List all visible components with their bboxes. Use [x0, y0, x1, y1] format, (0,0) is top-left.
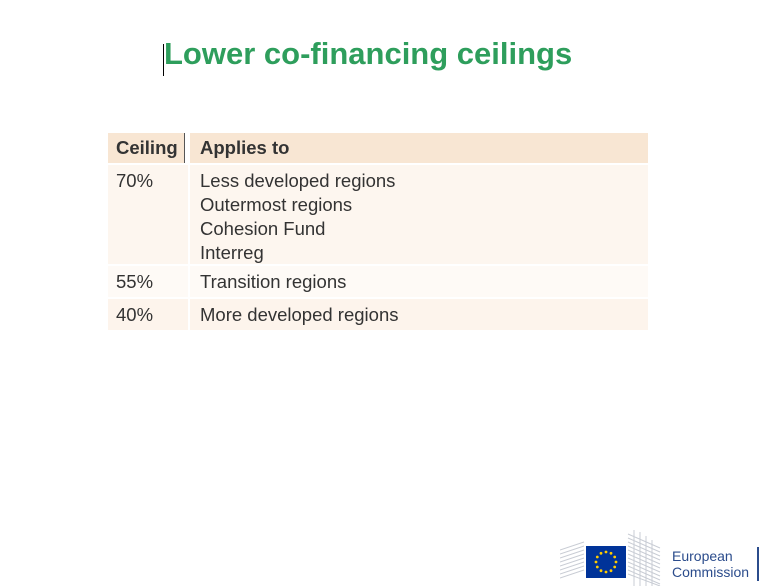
applies-to-list	[190, 165, 648, 264]
slide-title: Lower co-financing ceilings	[164, 36, 573, 71]
table-row	[108, 165, 648, 264]
list-item: More developed regions	[200, 304, 399, 325]
ceiling-value: 70%	[108, 165, 190, 264]
ceiling-value: 40%	[108, 299, 190, 330]
ceilings-table	[108, 133, 648, 332]
list-item: Transition regions	[200, 271, 347, 292]
table-row	[108, 299, 648, 330]
header-applies-to: Applies to	[190, 133, 648, 163]
applies-to-list	[190, 299, 648, 330]
european-commission-wordmark	[672, 548, 749, 580]
table-row	[108, 266, 648, 297]
wordmark-divider	[757, 547, 759, 581]
list-item: Interreg	[200, 242, 264, 263]
wordmark-line-2: Commission	[672, 564, 750, 580]
table-header-row	[108, 133, 648, 163]
header-ceiling: Ceiling	[108, 133, 185, 163]
applies-to-list	[190, 266, 648, 297]
list-item: Less developed regions	[200, 170, 396, 191]
ceiling-value: 55%	[108, 266, 190, 297]
list-item: Cohesion Fund	[200, 218, 326, 239]
wordmark-line-1: European	[672, 548, 733, 564]
list-item: Outermost regions	[200, 194, 353, 215]
